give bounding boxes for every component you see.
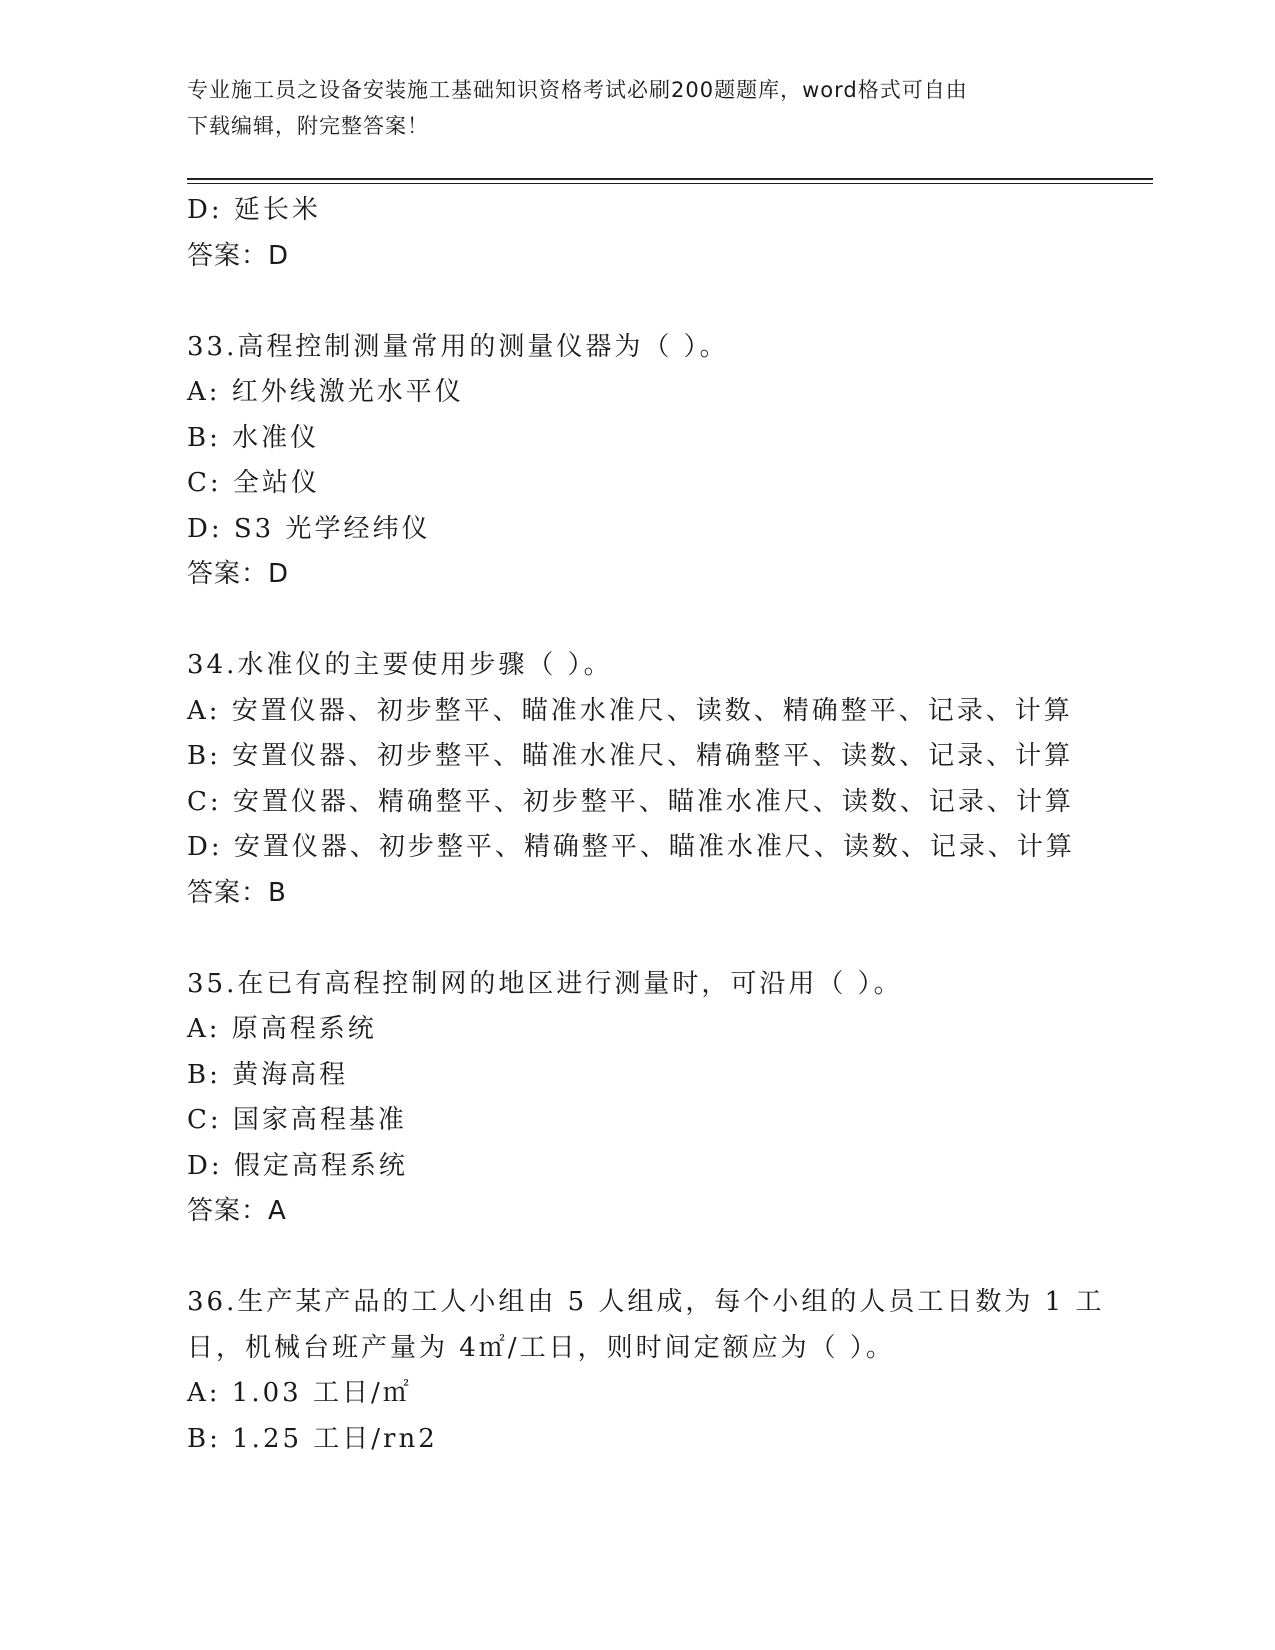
question-stem: 33.高程控制测量常用的测量仪器为（ ）。 bbox=[187, 331, 729, 362]
header-rule-thin bbox=[187, 183, 1153, 184]
question-36 bbox=[187, 1280, 1105, 1462]
option-b: B: 1.25 工日/rn2 bbox=[187, 1423, 438, 1454]
header-line-2: 下载编辑，附完整答案！ bbox=[187, 114, 429, 138]
option-c: C: 安置仪器、精确整平、初步整平、瞄准水准尺、读数、记录、计算 bbox=[187, 786, 1074, 817]
header-line-1: 专业施工员之设备安装施工基础知识资格考试必刷200题题库，word格式可自由 bbox=[187, 78, 968, 102]
answer-line: 答案：B bbox=[187, 877, 287, 908]
question-stem-line-2: 日，机械台班产量为 4㎡/工日，则时间定额应为（ ）。 bbox=[187, 1332, 895, 1363]
option-d: D: 假定高程系统 bbox=[187, 1150, 408, 1181]
document-header bbox=[187, 72, 1067, 144]
question-32-tail bbox=[187, 188, 1087, 279]
question-35 bbox=[187, 962, 1087, 1235]
spacer bbox=[187, 279, 1087, 325]
answer-line: 答案：A bbox=[187, 1196, 287, 1226]
spacer bbox=[187, 916, 1087, 962]
option-d: D: 安置仪器、初步整平、精确整平、瞄准水准尺、读数、记录、计算 bbox=[187, 832, 1075, 862]
option-b: B: 水准仪 bbox=[187, 422, 320, 453]
option-b: B: 黄海高程 bbox=[187, 1059, 349, 1090]
option-d: D: S3 光学经纬仪 bbox=[187, 513, 431, 544]
question-stem: 34.水准仪的主要使用步骤（ ）。 bbox=[187, 650, 613, 680]
option-c: C: 全站仪 bbox=[187, 468, 320, 498]
spacer bbox=[187, 1235, 1087, 1281]
header-rule-thick bbox=[187, 178, 1153, 180]
option-a: A: 红外线激光水平仪 bbox=[187, 377, 464, 407]
spacer bbox=[187, 598, 1087, 644]
option-c: C: 国家高程基准 bbox=[187, 1105, 407, 1135]
question-stem-line-1: 36.生产某产品的工人小组由 5 人组成，每个小组的人员工日数为 1 工 bbox=[187, 1287, 1105, 1317]
option-b: B: 安置仪器、初步整平、瞄准水准尺、精确整平、读数、记录、计算 bbox=[187, 741, 1074, 771]
option-d: D: 延长米 bbox=[187, 195, 321, 225]
option-a: A: 1.03 工日/㎡ bbox=[187, 1378, 412, 1408]
answer-line: 答案：D bbox=[187, 240, 290, 271]
question-stem: 35.在已有高程控制网的地区进行测量时，可沿用（ ）。 bbox=[187, 968, 903, 999]
option-a: A: 原高程系统 bbox=[187, 1014, 377, 1044]
answer-line: 答案：D bbox=[187, 559, 290, 589]
question-34 bbox=[187, 643, 1087, 916]
question-33 bbox=[187, 325, 1087, 598]
option-a: A: 安置仪器、初步整平、瞄准水准尺、读数、精确整平、记录、计算 bbox=[187, 695, 1073, 726]
document-body bbox=[187, 188, 1105, 1462]
